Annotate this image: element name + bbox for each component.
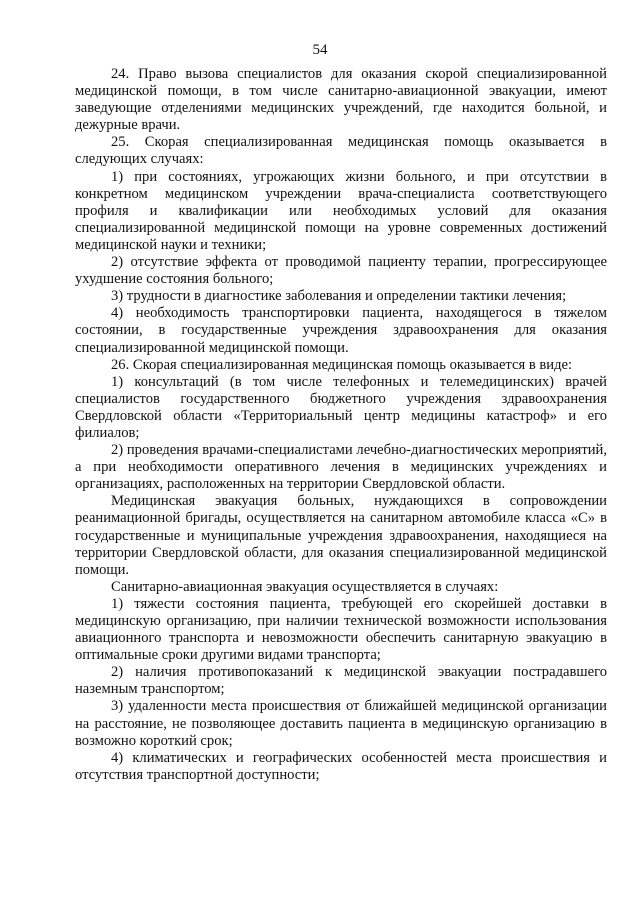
- list-item: 2) проведения врачами-специалистами лечебно-диагностических мероприятий, а при необходимости оперативного лечения в медицинских учреждениях и организациях, расположенных на территории Свердловской области.: [75, 442, 607, 493]
- paragraph-25: 25. Скорая специализированная медицинская помощь оказывается в следующих случаях:: [75, 134, 607, 168]
- list-item: 4) климатических и географических особенностей места происшествия и отсутствия транспортной доступности;: [75, 749, 607, 783]
- paragraph-26: 26. Скорая специализированная медицинская помощь оказывается в виде:: [111, 356, 573, 373]
- list-item: 3) трудности в диагностике заболевания и определении тактики лечения;: [111, 288, 567, 305]
- paragraph-air-evacuation: Санитарно-авиационная эвакуация осуществляется в случаях:: [111, 578, 499, 595]
- list-item: 1) при состояниях, угрожающих жизни больного, и при отсутствии в конкретном медицинском учреждении врача-специалиста соответствующего профиля и квалификации или необходимых условий для оказания специализированной медицинской помощи на уровне современных достижений медицинской науки и техники;: [75, 168, 607, 253]
- paragraph-24: 24. Право вызова специалистов для оказания скорой специализированной медицинской помощи, в том числе санитарно-авиационной эвакуации, имеют заведующие отделениями медицинских учреждений, где находится больной, и дежурные врачи.: [75, 66, 607, 134]
- list-item: 2) отсутствие эффекта от проводимой пациенту терапии, прогрессирующее ухудшение состояния больного;: [75, 254, 607, 288]
- paragraph-medical-evacuation: Медицинская эвакуация больных, нуждающихся в сопровождении реанимационной бригады, осуществляется на санитарном автомобиле класса «С» в государственные и муниципальные учреждения здравоохранения, находящиеся на территории Свердловской области, для оказания специализированной медицинской помощи.: [75, 493, 607, 578]
- document-body: [75, 66, 607, 784]
- list-item: 1) консультаций (в том числе телефонных и телемедицинских) врачей специалистов государственного бюджетного учреждения здравоохранения Свердловской области «Территориальный центр медицины катастроф» и его филиалов;: [75, 373, 607, 441]
- list-item: 2) наличия противопоказаний к медицинской эвакуации пострадавшего наземным транспортом;: [75, 664, 607, 698]
- list-item: 4) необходимость транспортировки пациента, находящегося в тяжелом состоянии, в государственные учреждения здравоохранения для оказания специализированной медицинской помощи.: [75, 305, 607, 356]
- list-item: 3) удаленности места происшествия от ближайшей медицинской организации на расстояние, не позволяющее доставить пациента в медицинскую организацию в возможно короткий срок;: [75, 698, 607, 749]
- page-number: 54: [312, 42, 328, 58]
- list-item: 1) тяжести состояния пациента, требующей его скорейшей доставки в медицинскую организацию, при наличии технической возможности использования авиационного транспорта и невозможности обеспечить санитарную эвакуацию в оптимальные сроки другими видами транспорта;: [75, 595, 607, 664]
